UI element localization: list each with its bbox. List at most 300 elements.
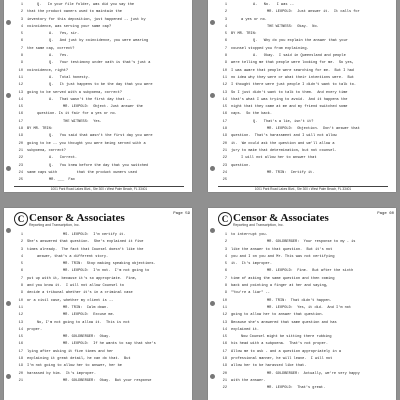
line-number: 8 bbox=[224, 54, 227, 59]
line-number: 22 bbox=[222, 156, 227, 161]
line-number: 13 bbox=[222, 320, 227, 325]
line-text: A. Yes. bbox=[49, 54, 69, 59]
transcript-line bbox=[218, 141, 388, 148]
line-text: MR. LEOPOLD: Objection. Don't answer that bbox=[267, 127, 360, 132]
transcript-line bbox=[14, 31, 184, 38]
line-number: 3 bbox=[20, 17, 23, 22]
transcript-line bbox=[218, 38, 388, 45]
line-number: 2 bbox=[224, 10, 227, 15]
line-text: question. That's harassment and I will not allow bbox=[231, 134, 337, 139]
transcript-line bbox=[14, 38, 184, 45]
line-text: I was aware that people were searching for me. But I had bbox=[231, 68, 354, 73]
transcript-line bbox=[218, 378, 388, 385]
line-number: 21 bbox=[18, 148, 23, 153]
transcript-line bbox=[218, 46, 388, 53]
line-number: 15 bbox=[18, 335, 23, 340]
line-text: you and I on you and Mr. This was not certifying bbox=[231, 254, 335, 259]
line-number: 3 bbox=[224, 17, 227, 22]
line-text: allow her to be harassed like that. bbox=[231, 364, 307, 369]
transcript-line bbox=[218, 155, 388, 162]
transcript-line bbox=[14, 24, 184, 31]
line-text: MR. LEOPOLD: Fine. But after the sixth bbox=[267, 269, 354, 274]
line-number: 7 bbox=[224, 276, 227, 281]
line-text: MR. TRIN: Certify it. bbox=[267, 170, 315, 175]
line-text: with the answer. bbox=[231, 378, 266, 383]
line-number: 14 bbox=[222, 97, 227, 102]
firm-logo-icon: C bbox=[218, 212, 232, 226]
binder-hole bbox=[210, 166, 215, 171]
line-number: 7 bbox=[224, 46, 227, 51]
line-text: going to allow her to answer that question. bbox=[231, 313, 324, 318]
line-text: A. That wasn't the first day that -- bbox=[49, 97, 131, 102]
transcript-line bbox=[218, 385, 388, 392]
transcript-line bbox=[14, 170, 184, 177]
line-number: 2 bbox=[20, 10, 23, 15]
line-text: to interrupt you. bbox=[231, 233, 268, 237]
transcript-line bbox=[218, 305, 388, 312]
binder-hole bbox=[210, 374, 215, 379]
line-text: decide a tribunal whether it's in a criminal case bbox=[27, 291, 133, 296]
line-text: MR. LEOPOLD: I'm not. I'm not going to bbox=[63, 269, 150, 274]
line-number: 13 bbox=[18, 320, 23, 325]
line-number: 3 bbox=[224, 247, 227, 252]
line-text: Q. That's a lie, isn't it? bbox=[253, 119, 314, 124]
line-number: 17 bbox=[222, 349, 227, 354]
line-text: inventory for this deposition, just happened -- just by bbox=[27, 17, 146, 22]
line-text: MR. LEOPOLD: Object. Just answer the bbox=[63, 105, 143, 110]
line-number: 25 bbox=[222, 178, 227, 183]
line-text: explained it. bbox=[231, 327, 260, 332]
transcript-lines bbox=[14, 2, 184, 184]
transcript-line bbox=[14, 97, 184, 104]
line-text: MR. LEOPOLD: If he wants to say that she's bbox=[63, 342, 156, 347]
transcript-line bbox=[218, 341, 388, 348]
transcript-line bbox=[218, 68, 388, 75]
line-text: Allow me to ask - and a question appropriately in a bbox=[231, 349, 341, 354]
firm-tagline: Reporting and Transcription, Inc. bbox=[233, 223, 284, 227]
line-number: 5 bbox=[20, 262, 23, 267]
firm-header bbox=[14, 212, 186, 228]
page-footer: 1001 Park Road Lakes Blvd., Ste 300 • West Palm Beach, FL 33401 bbox=[254, 187, 352, 191]
transcript-line bbox=[218, 17, 388, 24]
line-text: night that they came at me and my friend switched some bbox=[231, 105, 348, 110]
line-number: 20 bbox=[18, 371, 23, 376]
transcript-line bbox=[14, 75, 184, 82]
line-number: 1 bbox=[224, 233, 227, 237]
line-number: 6 bbox=[20, 39, 23, 44]
line-text: MR. ___ Fax bbox=[49, 178, 75, 183]
binder-hole bbox=[6, 228, 11, 233]
line-number: 8 bbox=[20, 284, 23, 289]
line-number: 12 bbox=[222, 313, 227, 318]
transcript-line bbox=[14, 148, 184, 155]
transcript-line bbox=[218, 163, 388, 170]
firm-name: Censor & Associates bbox=[29, 212, 125, 224]
line-text: no idea why they were or what their intentions were. But bbox=[231, 75, 354, 80]
transcript-line bbox=[218, 31, 388, 38]
transcript-line bbox=[14, 283, 184, 290]
transcript-lines bbox=[218, 232, 388, 393]
line-number: 20 bbox=[18, 141, 23, 146]
line-text: Q. You knew before the day that you switched bbox=[49, 163, 149, 168]
line-number: 4 bbox=[224, 254, 227, 259]
binder-hole bbox=[6, 301, 11, 306]
line-number: 19 bbox=[18, 364, 23, 369]
line-number: 18 bbox=[18, 357, 23, 362]
line-text: back and pointing a finger at her and saying, bbox=[231, 284, 329, 289]
transcript-page-bottom-right bbox=[208, 208, 396, 400]
line-number: 11 bbox=[18, 75, 23, 80]
transcript-line bbox=[218, 177, 388, 184]
line-text: professional manner, he will leave. I will not bbox=[231, 357, 333, 362]
line-number: 1 bbox=[224, 3, 227, 7]
transcript-line bbox=[14, 320, 184, 327]
transcript-page-top-right bbox=[208, 0, 396, 192]
transcript-line bbox=[218, 232, 388, 239]
line-text: going to be -- you thought you were being served with a bbox=[27, 141, 146, 146]
line-text: a yes or no. bbox=[241, 17, 267, 22]
line-number: 18 bbox=[18, 127, 23, 132]
transcript-line bbox=[14, 46, 184, 53]
line-number: 16 bbox=[18, 342, 23, 347]
line-number: 14 bbox=[222, 327, 227, 332]
line-text: lying after asking it five times and her bbox=[27, 349, 114, 354]
line-text: same caps with that the product owners used bbox=[27, 170, 137, 175]
line-number: 10 bbox=[222, 298, 227, 303]
binder-hole bbox=[210, 301, 215, 306]
firm-header bbox=[218, 212, 390, 228]
line-text: THE WITNESS: Yes. bbox=[63, 119, 102, 124]
line-text: A. Total honesty. bbox=[49, 75, 90, 80]
line-number: 25 bbox=[18, 178, 23, 183]
transcript-line bbox=[218, 239, 388, 246]
line-number: 17 bbox=[18, 349, 23, 354]
line-number: 21 bbox=[222, 378, 227, 383]
line-number: 22 bbox=[222, 386, 227, 391]
line-number: 8 bbox=[20, 54, 23, 59]
line-text: Q. It just happens to be the day that you were bbox=[49, 83, 153, 88]
line-text: I thought there were just people I didn't want to talk to. bbox=[231, 83, 357, 88]
line-text: going to be served with a subpoena, correct? bbox=[27, 90, 122, 95]
line-number: 5 bbox=[20, 32, 23, 37]
line-number: 6 bbox=[224, 269, 227, 274]
page-number: Page 59 bbox=[173, 212, 190, 216]
transcript-page-bottom-left bbox=[4, 208, 192, 400]
binder-hole bbox=[6, 166, 11, 171]
transcript-line bbox=[218, 75, 388, 82]
line-text: No, I'm not going to allow it. This is not bbox=[37, 320, 130, 325]
line-text: She's answered that question. She's explained it five bbox=[27, 240, 144, 245]
transcript-line bbox=[218, 119, 388, 126]
transcript-line bbox=[218, 276, 388, 283]
line-number: 4 bbox=[224, 24, 227, 29]
line-number: 3 bbox=[20, 247, 23, 252]
page-number: Page 60 bbox=[377, 212, 394, 216]
binder-hole bbox=[210, 228, 215, 233]
transcript-line bbox=[218, 320, 388, 327]
line-number: 12 bbox=[18, 313, 23, 318]
line-text: coincidence, was serving your same cap? bbox=[27, 24, 112, 29]
transcript-line bbox=[14, 298, 184, 305]
line-number: 10 bbox=[18, 68, 23, 73]
transcript-line bbox=[218, 363, 388, 370]
transcript-line bbox=[218, 371, 388, 378]
transcript-line bbox=[218, 170, 388, 177]
transcript-line bbox=[218, 24, 388, 31]
line-text: Q. Why do you explain the answer that your bbox=[253, 39, 348, 44]
line-number: 17 bbox=[222, 119, 227, 124]
transcript-line bbox=[14, 60, 184, 67]
line-number: 23 bbox=[18, 163, 23, 168]
line-text: I will not allow her to answer that bbox=[241, 156, 317, 161]
transcript-line bbox=[14, 53, 184, 60]
transcript-line bbox=[14, 68, 184, 75]
line-text: MR. GOLDBERGER: Okay. But your response bbox=[63, 378, 152, 383]
line-number: 5 bbox=[224, 262, 227, 267]
line-text: BY MR. TRIN: bbox=[231, 32, 257, 37]
line-text: MR. GOLDBERGER: Okay. bbox=[63, 335, 111, 340]
line-text: it. It's improper. bbox=[231, 262, 272, 267]
line-number: 9 bbox=[224, 61, 227, 66]
line-text: MR. GOLDBERGER: Actually, we're very happy bbox=[267, 371, 360, 376]
transcript-lines bbox=[218, 2, 388, 184]
transcript-line bbox=[14, 261, 184, 268]
line-number: 21 bbox=[222, 148, 227, 153]
transcript-line bbox=[14, 356, 184, 363]
transcript-line bbox=[218, 97, 388, 104]
transcript-line bbox=[14, 247, 184, 254]
line-number: 11 bbox=[222, 75, 227, 80]
line-text: MR. LEOPOLD: Yes, it did. And I'm not bbox=[267, 305, 352, 310]
line-number: 21 bbox=[18, 378, 23, 383]
line-text: the same cap, correct? bbox=[27, 46, 75, 51]
transcript-line bbox=[14, 327, 184, 334]
transcript-line bbox=[14, 177, 184, 184]
line-number: 6 bbox=[20, 269, 23, 274]
line-text: BY MR. TRIN: bbox=[27, 127, 53, 132]
transcript-line bbox=[218, 53, 388, 60]
transcript-line bbox=[218, 349, 388, 356]
line-number: 6 bbox=[224, 39, 227, 44]
binder-hole bbox=[210, 93, 215, 98]
line-number: 20 bbox=[222, 371, 227, 376]
line-number: 22 bbox=[18, 156, 23, 161]
line-number: 19 bbox=[222, 134, 227, 139]
line-text: Now Counsel might be sitting there rubbing bbox=[241, 335, 332, 340]
line-number: 4 bbox=[20, 254, 23, 259]
transcript-line bbox=[14, 334, 184, 341]
line-number: 15 bbox=[18, 105, 23, 110]
line-number: 12 bbox=[222, 83, 227, 88]
line-number: 9 bbox=[20, 61, 23, 66]
line-number: 18 bbox=[222, 357, 227, 362]
transcript-line bbox=[14, 363, 184, 370]
line-text: counsel stopped you from explaining. bbox=[231, 46, 309, 51]
line-text: MR. TRIN: That didn't happen. bbox=[267, 298, 332, 303]
transcript-line bbox=[14, 133, 184, 140]
transcript-line bbox=[14, 232, 184, 239]
line-number: 8 bbox=[224, 284, 227, 289]
transcript-line bbox=[218, 60, 388, 67]
line-number: 10 bbox=[18, 298, 23, 303]
transcript-line bbox=[218, 254, 388, 261]
transcript-line bbox=[14, 9, 184, 16]
transcript-line bbox=[218, 148, 388, 155]
line-number: 19 bbox=[222, 364, 227, 369]
transcript-line bbox=[218, 2, 388, 9]
line-text: Because she's answered that same question and has bbox=[231, 320, 337, 325]
transcript-line bbox=[14, 312, 184, 319]
line-number: 16 bbox=[18, 112, 23, 117]
line-text: question. Is it fair for a yes or no. bbox=[37, 112, 117, 117]
line-number: 24 bbox=[18, 170, 23, 175]
line-number: 14 bbox=[18, 327, 23, 332]
line-number: 18 bbox=[222, 127, 227, 132]
line-number: 7 bbox=[20, 276, 23, 281]
line-text: MR. TRIN: Stop making speaking objections. bbox=[63, 262, 156, 267]
line-text: that's what I was trying to avoid. And it happens the bbox=[231, 97, 348, 102]
line-number: 14 bbox=[18, 97, 23, 102]
transcript-line bbox=[218, 111, 388, 118]
line-number: 7 bbox=[20, 46, 23, 51]
transcript-line bbox=[218, 334, 388, 341]
line-text: MR. LEOPOLD: Excuse me. bbox=[63, 313, 115, 318]
transcript-line bbox=[14, 104, 184, 111]
page-footer: 1001 Park Road Lakes Blvd., Ste 300 • West Palm Beach, FL 33401 bbox=[50, 187, 148, 191]
line-text: A. Correct. bbox=[49, 156, 78, 161]
transcript-line bbox=[14, 141, 184, 148]
line-text: proper. bbox=[27, 327, 43, 332]
line-text: or a civil case, whether my client is -- bbox=[27, 298, 114, 303]
line-text: MS. LEOPOLD: I'm certify it. bbox=[63, 233, 126, 237]
transcript-line bbox=[14, 163, 184, 170]
transcript-line bbox=[14, 239, 184, 246]
transcript-line bbox=[218, 9, 388, 16]
line-text: subpoena, correct? bbox=[27, 148, 66, 153]
transcript-line bbox=[14, 305, 184, 312]
line-number: 2 bbox=[20, 240, 23, 245]
transcript-line bbox=[218, 104, 388, 111]
line-text: like the answer to that question. But it's not bbox=[231, 247, 333, 252]
line-number: 11 bbox=[222, 305, 227, 310]
transcript-line bbox=[218, 356, 388, 363]
line-number: 1 bbox=[20, 233, 23, 237]
line-text: MR. LEOPOLD: That's great. bbox=[267, 386, 326, 391]
transcript-line bbox=[14, 82, 184, 89]
transcript-line bbox=[218, 90, 388, 97]
transcript-line bbox=[14, 290, 184, 297]
transcript-line bbox=[218, 290, 388, 297]
binder-hole bbox=[6, 374, 11, 379]
line-text: MR. GOLDBERGER: Your response to my - is bbox=[267, 240, 356, 245]
line-text: Q. In your file folder, was did you say the bbox=[37, 3, 135, 7]
transcript-line bbox=[14, 378, 184, 385]
line-number: 12 bbox=[18, 83, 23, 88]
line-text: explaining it great detail, he can do that. But bbox=[27, 357, 131, 362]
line-text: answer, that's a different story. bbox=[37, 254, 109, 259]
line-text: coincidence, right? bbox=[27, 68, 68, 73]
transcript-line bbox=[14, 276, 184, 283]
line-text: harassed by him. It's improper. bbox=[27, 371, 97, 376]
transcript-line bbox=[14, 119, 184, 126]
transcript-line bbox=[218, 327, 388, 334]
line-text: THE WITNESS: Okay. No. bbox=[267, 24, 319, 29]
transcript-line bbox=[14, 126, 184, 133]
firm-logo-icon: C bbox=[14, 212, 28, 226]
transcript-line bbox=[218, 261, 388, 268]
line-text: it. We could ask the question and we'll allow a bbox=[231, 141, 335, 146]
line-text: Q. And just by coincidence, you were wearing bbox=[49, 39, 149, 44]
line-text: were telling me that people were looking for me. So yes, bbox=[231, 61, 354, 66]
line-number: 23 bbox=[222, 163, 227, 168]
line-text: I'm not going to allow her to answer, her be bbox=[27, 364, 122, 369]
line-text: "You're a liar" -- bbox=[231, 291, 270, 296]
line-number: 11 bbox=[18, 305, 23, 310]
binder-hole bbox=[6, 93, 11, 98]
binder-hole bbox=[210, 20, 215, 25]
line-number: 20 bbox=[222, 141, 227, 146]
line-text: times already. The fact that Counsel doesn't like the bbox=[27, 247, 144, 252]
transcript-line bbox=[14, 111, 184, 118]
line-number: 15 bbox=[222, 105, 227, 110]
firm-tagline: Reporting and Transcription, Inc. bbox=[29, 223, 80, 227]
line-number: 15 bbox=[222, 335, 227, 340]
line-number: 16 bbox=[222, 112, 227, 117]
line-text: A. Okay. I said in Queensland and people bbox=[253, 54, 346, 59]
line-text: his head with a subpoena. That's not proper. bbox=[231, 342, 329, 347]
line-text: question. bbox=[231, 163, 251, 168]
line-number: 4 bbox=[20, 24, 23, 29]
line-text: MR. LEOPOLD: Just answer it. It calls for bbox=[267, 10, 360, 15]
line-number: 1 bbox=[20, 3, 23, 7]
transcript-lines bbox=[14, 232, 184, 385]
line-number: 5 bbox=[224, 32, 227, 37]
line-text: A. Yes, sir. bbox=[49, 32, 80, 37]
transcript-line bbox=[14, 254, 184, 261]
transcript-line bbox=[14, 2, 184, 9]
transcript-line bbox=[14, 17, 184, 24]
line-number: 10 bbox=[222, 68, 227, 73]
transcript-line bbox=[218, 126, 388, 133]
line-number: 17 bbox=[18, 119, 23, 124]
transcript-line bbox=[14, 90, 184, 97]
line-text: and you know it. I will not allow Counsel to bbox=[27, 284, 125, 289]
line-text: Q. You said that wasn't the first day you were bbox=[49, 134, 153, 139]
line-number: 9 bbox=[20, 291, 23, 296]
transcript-line bbox=[218, 268, 388, 275]
line-text: caps. So the back. bbox=[231, 112, 272, 117]
line-number: 19 bbox=[18, 134, 23, 139]
transcript-line bbox=[218, 247, 388, 254]
line-number: 24 bbox=[222, 170, 227, 175]
line-number: 13 bbox=[18, 90, 23, 95]
transcript-line bbox=[14, 341, 184, 348]
transcript-line bbox=[218, 312, 388, 319]
transcript-line bbox=[14, 371, 184, 378]
line-number: 16 bbox=[222, 342, 227, 347]
firm-name: Censor & Associates bbox=[233, 212, 329, 224]
line-text: that the product owners used to maintain the bbox=[27, 10, 122, 15]
binder-hole bbox=[6, 20, 11, 25]
line-text: A. No. I was -- bbox=[253, 3, 294, 7]
transcript-line bbox=[218, 298, 388, 305]
line-number: 2 bbox=[224, 240, 227, 245]
transcript-line bbox=[14, 349, 184, 356]
line-text: So I just didn't want to talk to them. And every time bbox=[231, 90, 348, 95]
line-text: put up with it, because it's so appropriate. Fine, bbox=[27, 276, 137, 281]
line-text: jury to make that determination, but not counsel. bbox=[231, 148, 337, 153]
line-number: 9 bbox=[224, 291, 227, 296]
